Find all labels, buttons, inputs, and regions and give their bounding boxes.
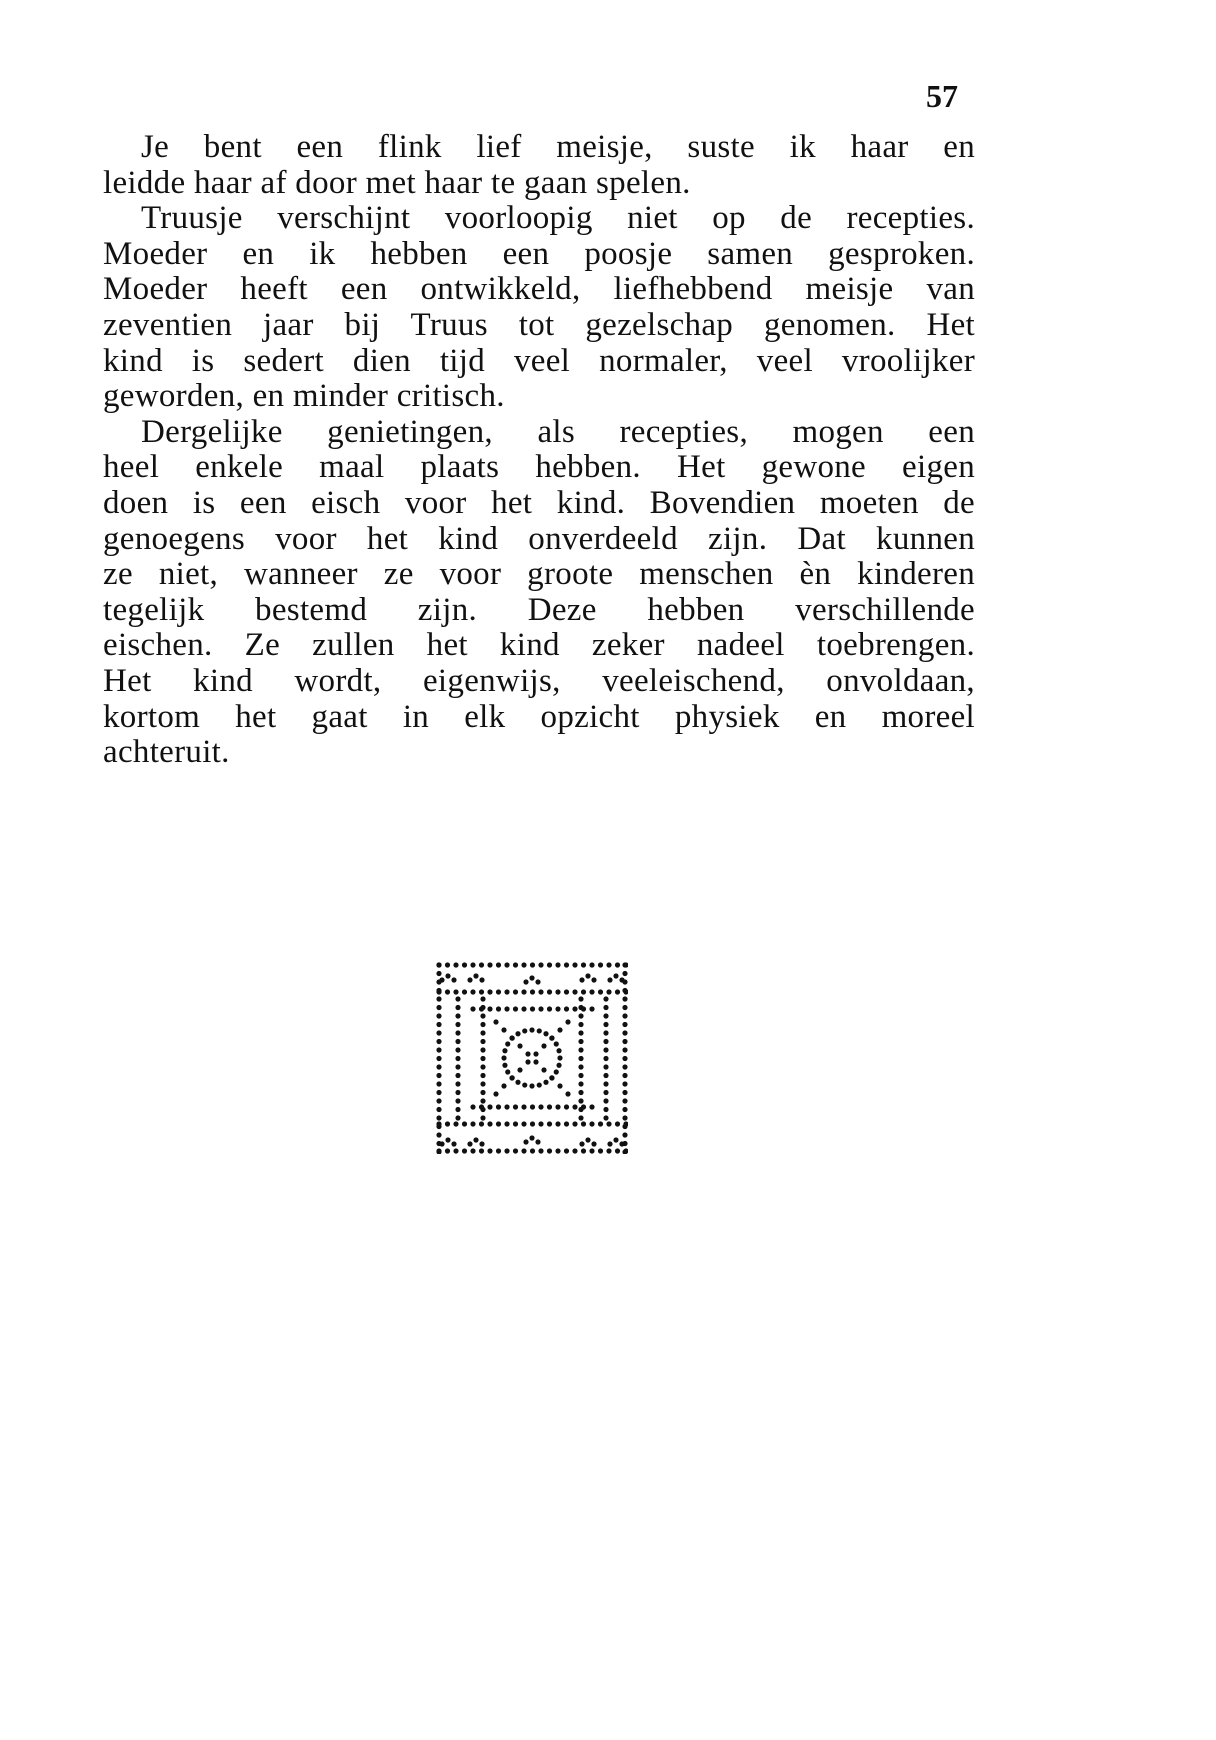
text-line: geworden, en minder critisch. [103,378,505,415]
text-line: zeventien jaar bij Truus tot gezelschap genomen. Het [103,306,975,343]
text-line: tegelijk bestemd zijn. Deze hebben verschillende [103,591,975,628]
text-line: Het kind wordt, eigenwijs, veeleischend, onvoldaan, [103,662,975,699]
text-line: kind is sedert dien tijd veel normaler, veel vroolijker [103,342,975,379]
text-line: Truusje verschijnt voorloopig niet op de recepties. [141,200,975,237]
text-line: ze niet, wanneer ze voor groote menschen èn kinderen [103,556,975,593]
text-line: leidde haar af door met haar te gaan spelen. [103,164,691,201]
text-line: kortom het gaat in elk opzicht physiek en moreel [103,698,975,735]
text-line: Je bent een flink lief meisje, suste ik haar en [141,129,975,165]
text-line: heel enkele maal plaats hebben. Het gewone eigen [103,449,975,486]
body-text [103,130,975,771]
text-line: eischen. Ze zullen het kind zeker nadeel toebrengen. [103,627,975,664]
dotted-ornament [436,962,628,1154]
text-line: genoegens voor het kind onverdeeld zijn. Dat kunnen [103,520,975,557]
text-line: Moeder en ik hebben een poosje samen gesproken. [103,235,975,272]
text-line: achteruit. [103,734,230,771]
text-line: doen is een eisch voor het kind. Bovendien moeten de [103,484,975,521]
text-line: Moeder heeft een ontwikkeld, liefhebbend meisje van [103,271,975,308]
page-number: 57 [926,78,958,114]
text-line: Dergelijke genietingen, als recepties, mogen een [141,413,975,450]
